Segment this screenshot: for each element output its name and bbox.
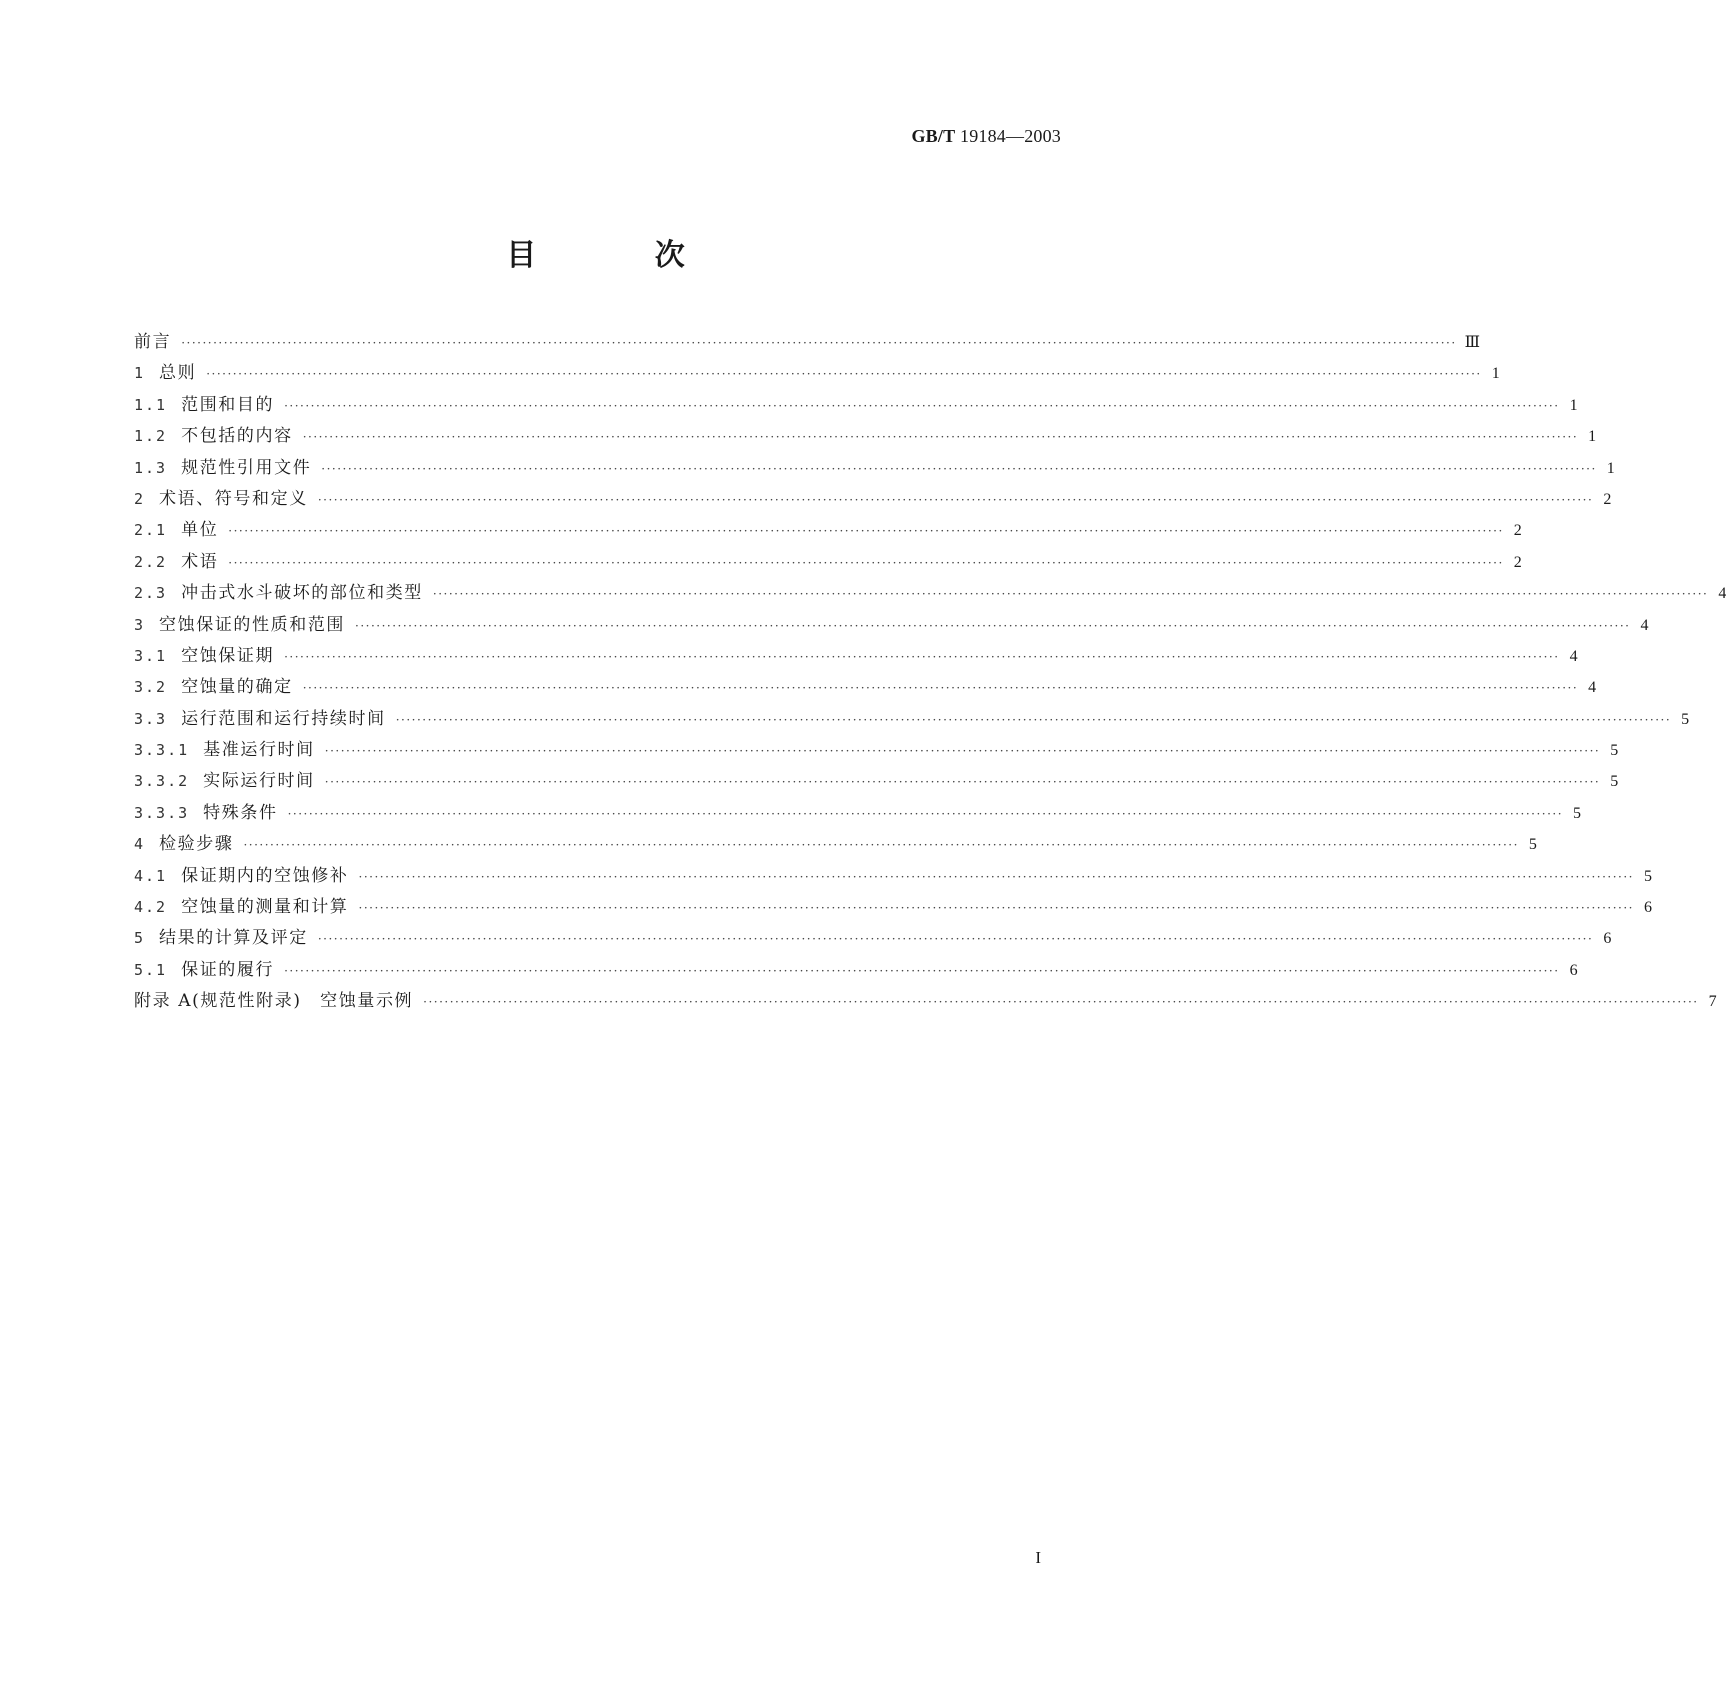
toc-entry-page: Ⅲ	[1464, 334, 1481, 351]
toc-entry-page: 5	[1681, 710, 1690, 728]
toc-entry-title: 总则	[159, 363, 197, 384]
toc-dot-leader: ················································································································································································································································	[287, 806, 1564, 821]
toc-entry-number: 5.1	[134, 960, 168, 979]
toc-entry-page: 2	[1603, 490, 1612, 508]
toc-entry[interactable]	[134, 861, 1652, 892]
toc-dot-leader: ················································································································································································································································	[243, 838, 1519, 853]
toc-entry-number: 1.1	[134, 395, 168, 414]
toc-entry-title: 空蚀量的测量和计算	[181, 897, 349, 918]
toc-entry-title: 实际运行时间	[203, 771, 315, 792]
toc-entry-title: 空蚀保证期	[181, 645, 275, 666]
toc-entry-page: 2	[1513, 553, 1522, 571]
toc-entry-number: 5	[134, 929, 146, 948]
toc-entry-page: 5	[1643, 867, 1652, 885]
toc-entry-title: 结果的计算及评定	[159, 928, 308, 949]
toc-entry[interactable]	[134, 829, 1537, 860]
toc-entry-page: 4	[1640, 616, 1649, 634]
toc-entry[interactable]	[134, 484, 1612, 515]
toc-dot-leader: ················································································································································································································································	[324, 744, 1601, 759]
toc-entry-page: 4	[1718, 585, 1726, 603]
toc-entry-page: 2	[1513, 522, 1522, 540]
toc-entry[interactable]	[134, 704, 1690, 735]
toc-entry[interactable]	[134, 986, 1717, 1017]
toc-dot-leader: ················································································································································································································································	[228, 555, 1504, 570]
toc-dot-leader: ················································································································································································································································	[423, 995, 1699, 1010]
toc-entry[interactable]	[134, 327, 1481, 358]
toc-entry-title: 不包括的内容	[181, 426, 293, 447]
toc-dot-leader: ················································································································································································································································	[358, 901, 1634, 916]
toc-dot-leader: ················································································································································································································································	[302, 681, 1579, 696]
toc-entry-number: 1.2	[134, 427, 168, 446]
toc-entry-number: 2.2	[134, 552, 168, 571]
toc-entry-title: 单位	[181, 520, 219, 541]
toc-entry[interactable]	[134, 892, 1652, 923]
toc-entry[interactable]	[134, 610, 1649, 641]
toc-entry-title: 空蚀量的确定	[181, 677, 293, 698]
toc-entry-page: 1	[1491, 365, 1500, 383]
toc-entry-number: 2.3	[134, 584, 168, 603]
toc-entry[interactable]	[134, 641, 1578, 672]
toc-dot-leader: ················································································································································································································································	[181, 336, 1457, 350]
toc-entry-number: 1.3	[134, 458, 168, 477]
toc-entry-number: 3.3.2	[134, 772, 190, 791]
toc-entry-page: 4	[1569, 647, 1578, 665]
standard-number: 19184—2003	[960, 126, 1061, 146]
toc-dot-leader: ················································································································································································································································	[395, 712, 1672, 727]
toc-entry-number: 3.3.3	[134, 803, 190, 822]
toc-entry[interactable]	[134, 923, 1612, 954]
toc-dot-leader: ················································································································································································································································	[284, 398, 1560, 413]
toc-entry[interactable]	[134, 798, 1582, 829]
page-title: 目 次	[506, 238, 739, 273]
toc-entry-page: 1	[1569, 396, 1578, 414]
toc-entry-page: 6	[1643, 899, 1652, 917]
toc-entry-title: 特殊条件	[203, 802, 278, 823]
toc-entry-title: 附录 A(规范性附录) 空蚀量示例	[134, 991, 414, 1012]
toc-entry-title: 前言	[134, 332, 172, 352]
toc-dot-leader: ················································································································································································································································	[228, 524, 1504, 539]
toc-entry[interactable]	[134, 390, 1578, 421]
toc-entry[interactable]	[134, 735, 1619, 766]
toc-entry-number: 4	[134, 835, 146, 854]
toc-dot-leader: ················································································································································································································································	[355, 618, 1631, 633]
toc-entry-page: 7	[1708, 993, 1717, 1011]
toc-entry[interactable]	[134, 547, 1522, 578]
toc-entry-number: 4.2	[134, 898, 168, 917]
toc-entry[interactable]	[134, 421, 1597, 452]
toc-entry[interactable]	[134, 453, 1615, 484]
toc-entry-title: 冲击式水斗破坏的部位和类型	[181, 583, 423, 604]
toc-dot-leader: ················································································································································································································································	[321, 461, 1597, 476]
toc-entry-page: 6	[1603, 930, 1612, 948]
toc-entry[interactable]	[134, 358, 1500, 389]
toc-entry[interactable]	[134, 578, 1726, 609]
toc-entry-number: 3.3.1	[134, 741, 190, 760]
toc-entry-title: 空蚀保证的性质和范围	[159, 614, 346, 635]
toc-dot-leader: ················································································································································································································································	[284, 649, 1560, 664]
toc-entry-page: 5	[1528, 836, 1537, 854]
toc-dot-leader: ················································································································································································································································	[432, 587, 1709, 602]
standard-code	[911, 126, 1061, 147]
toc-dot-leader: ················································································································································································································································	[302, 430, 1579, 445]
toc-dot-leader: ················································································································································································································································	[206, 367, 1482, 382]
table-of-contents	[134, 327, 1726, 1018]
toc-entry-number: 3.2	[134, 678, 168, 697]
toc-entry[interactable]	[134, 766, 1619, 797]
toc-entry-page: 5	[1610, 742, 1619, 760]
toc-dot-leader: ················································································································································································································································	[324, 775, 1601, 790]
toc-dot-leader: ················································································································································································································································	[317, 932, 1594, 947]
toc-entry[interactable]	[134, 515, 1522, 546]
standard-prefix: GB/T	[911, 126, 956, 146]
toc-dot-leader: ················································································································································································································································	[284, 963, 1560, 978]
toc-entry-number: 3.1	[134, 646, 168, 665]
toc-entry-title: 运行范围和运行持续时间	[181, 708, 386, 729]
toc-entry-title: 规范性引用文件	[181, 457, 312, 478]
toc-entry-page: 1	[1606, 459, 1615, 477]
toc-entry-title: 基准运行时间	[203, 740, 315, 761]
toc-entry-number: 1	[134, 364, 146, 383]
toc-entry[interactable]	[134, 955, 1578, 986]
toc-entry-number: 2.1	[134, 521, 168, 540]
toc-entry-title: 保证期内的空蚀修补	[181, 865, 349, 886]
toc-entry-title: 保证的履行	[181, 959, 275, 980]
toc-entry-page: 1	[1588, 428, 1597, 446]
toc-entry[interactable]	[134, 672, 1597, 703]
toc-entry-number: 4.1	[134, 866, 168, 885]
toc-entry-title: 术语、符号和定义	[159, 488, 308, 509]
toc-dot-leader: ················································································································································································································································	[317, 492, 1594, 507]
toc-entry-title: 范围和目的	[181, 394, 275, 415]
toc-entry-number: 3	[134, 615, 146, 634]
toc-entry-page: 5	[1610, 773, 1619, 791]
toc-entry-title: 术语	[181, 551, 219, 572]
toc-entry-page: 5	[1573, 804, 1582, 822]
toc-entry-page: 6	[1569, 961, 1578, 979]
toc-entry-number: 3.3	[134, 709, 168, 728]
page-number: I	[1035, 1548, 1041, 1567]
toc-dot-leader: ················································································································································································································································	[358, 869, 1634, 884]
toc-entry-page: 4	[1588, 679, 1597, 697]
toc-entry-number: 2	[134, 489, 146, 508]
toc-entry-title: 检验步骤	[159, 834, 234, 855]
